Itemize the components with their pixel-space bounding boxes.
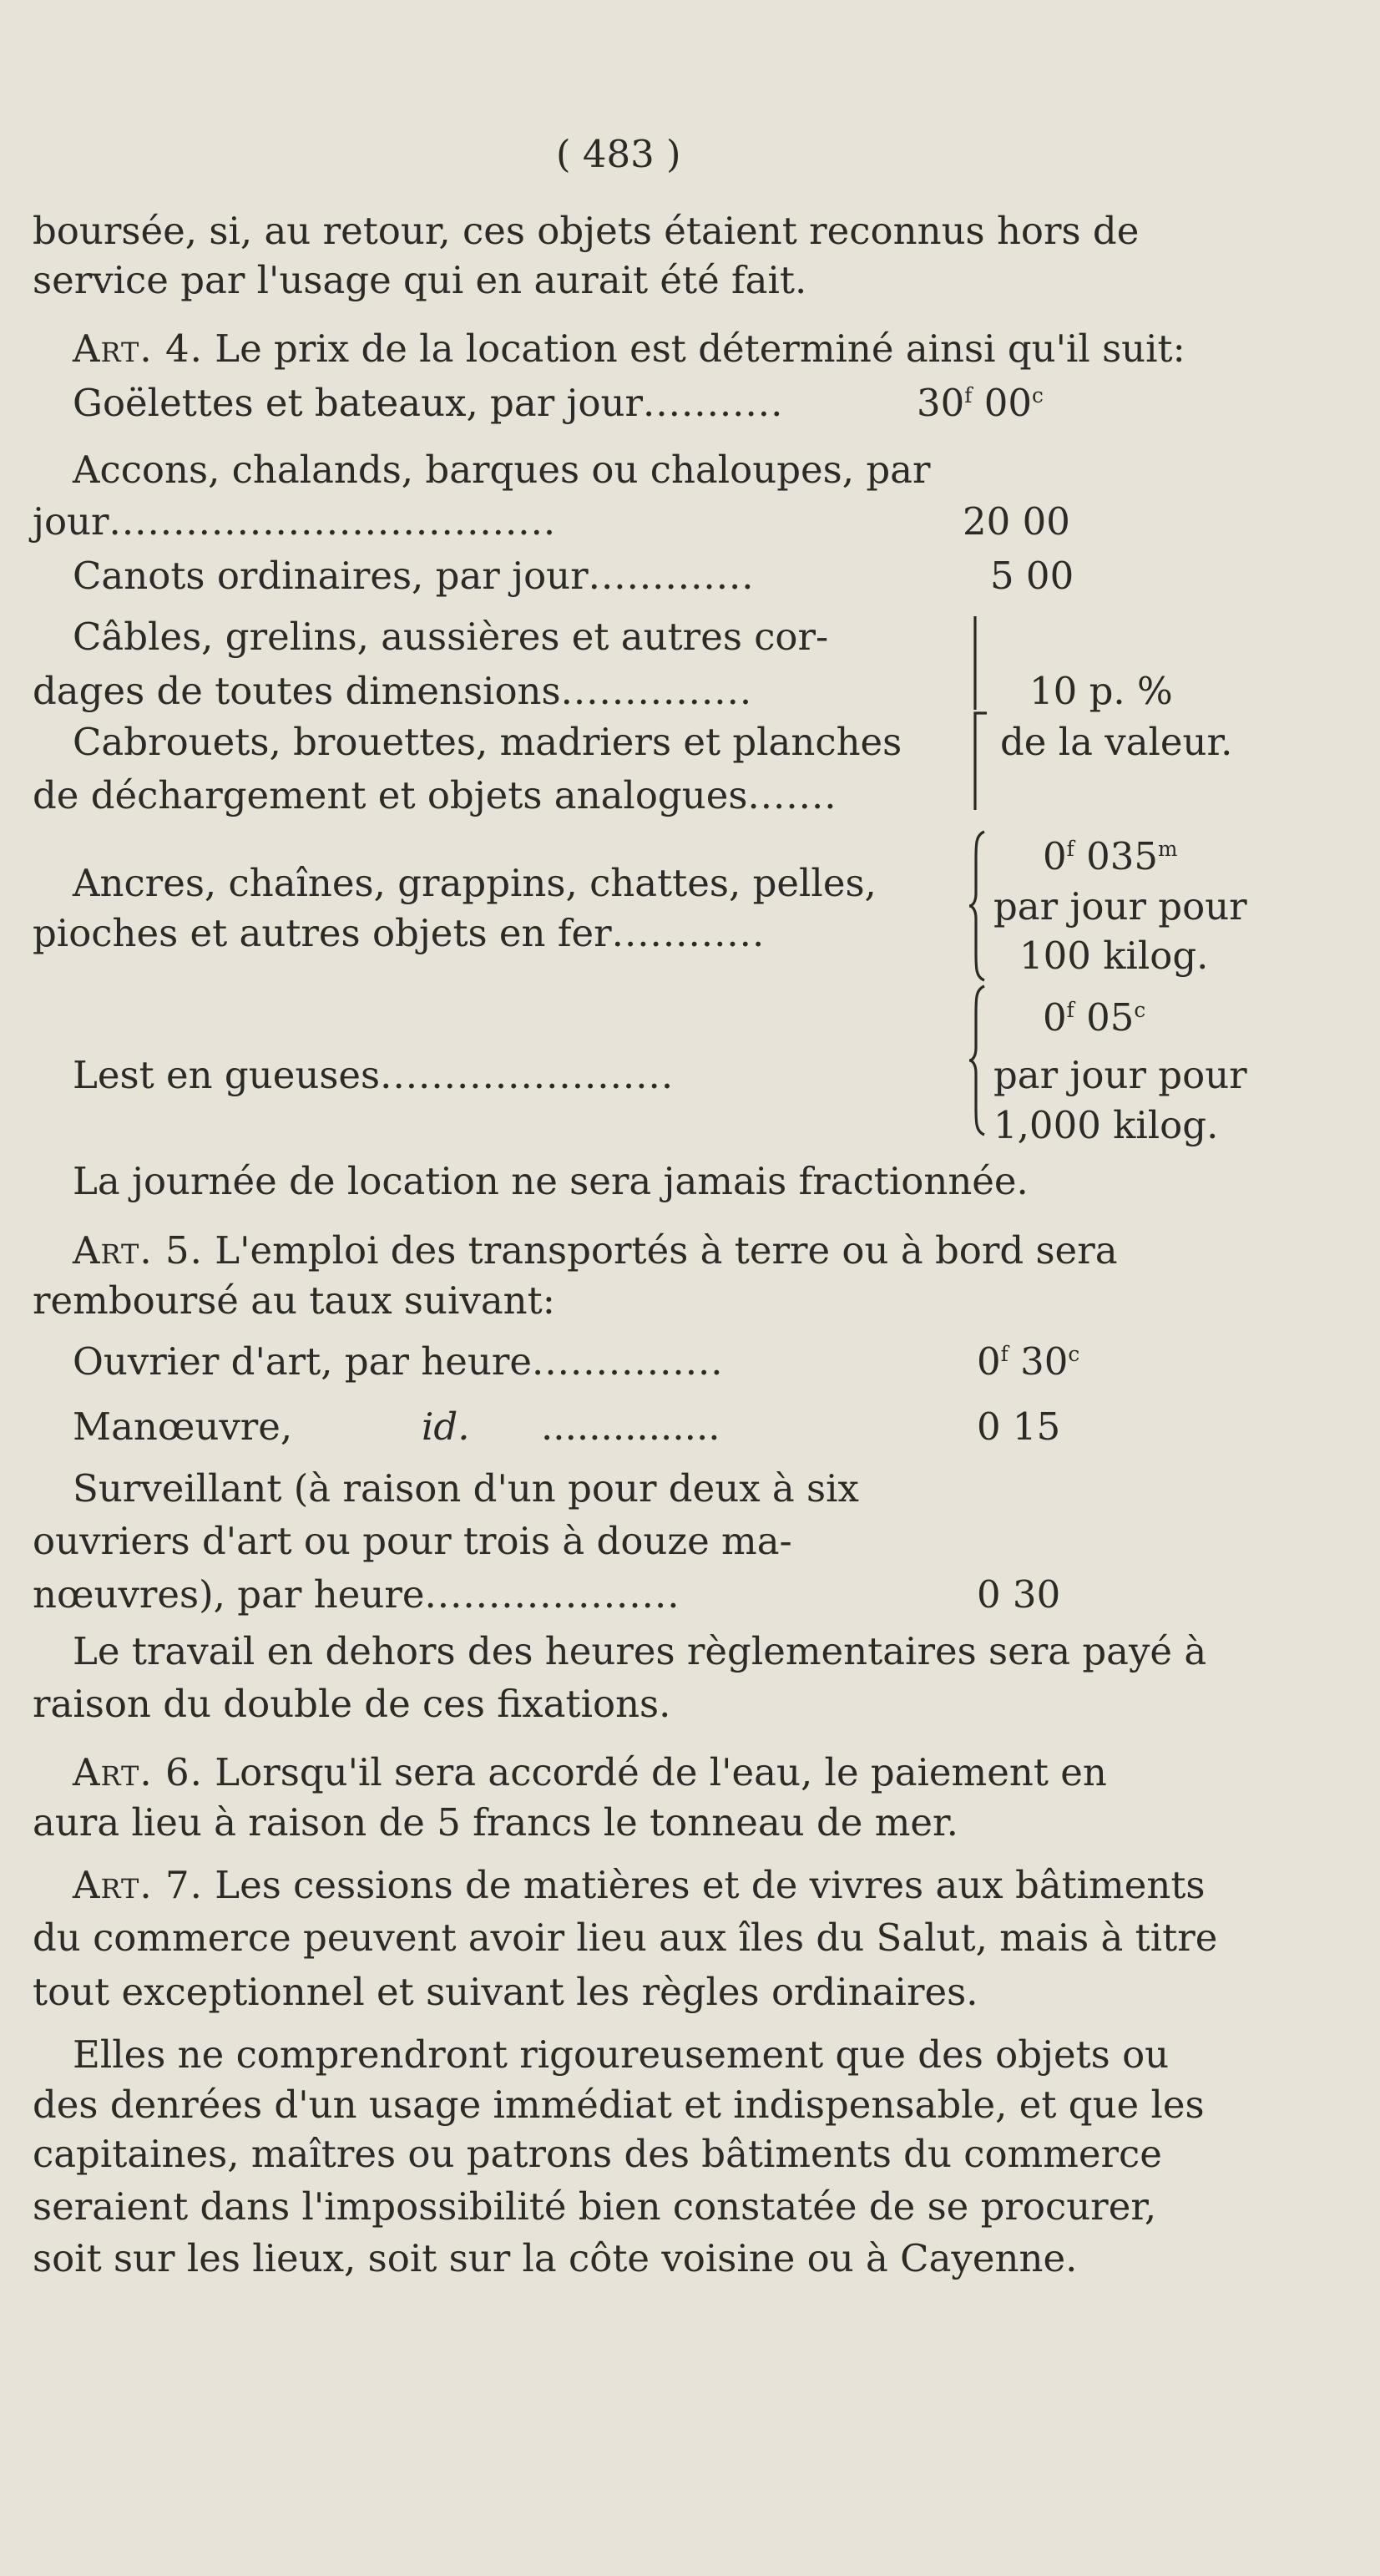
- page-number: ( 483 ): [556, 132, 681, 176]
- brace-right-group10: [968, 610, 993, 818]
- row-canots-price: 5 00: [990, 554, 1074, 598]
- row-accons-label: jour: [33, 499, 109, 544]
- surveillant-dots: ....................: [424, 1572, 680, 1617]
- row-canots-label: Canots ordinaires, par jour: [73, 554, 589, 598]
- franc-unit: f: [964, 383, 973, 407]
- cabrouets-dots: .......: [747, 773, 837, 817]
- art7-line-2: du commerce peuvent avoir lieu aux îles du Salut, mais à titre: [33, 1916, 1218, 1960]
- row-accons-price: 20 00: [963, 499, 1070, 544]
- fer-line-2: [33, 911, 766, 955]
- ouvrier-cent-unit: c: [1068, 1342, 1080, 1366]
- art7-label: Art. 7.: [73, 1863, 203, 1907]
- surveillant-line-3: [33, 1572, 680, 1617]
- cabrouets-line-1: Cabrouets, brouettes, madriers et planches: [73, 720, 902, 764]
- art5-closing-2: raison du double de ces fixations.: [33, 1682, 671, 1726]
- lest-franc-unit: f: [1066, 998, 1074, 1022]
- surveillant-label: nœuvres), par heure: [33, 1572, 425, 1617]
- row-manoeuvre-dots: ...............: [541, 1404, 720, 1449]
- cables-label: dages de toutes dimensions: [33, 669, 561, 713]
- art6-heading: [73, 1750, 1107, 1794]
- ouvrier-francs: 0: [977, 1339, 1001, 1384]
- lest-cents: 05: [1086, 995, 1135, 1040]
- lest-cent-unit: c: [1134, 998, 1146, 1022]
- surveillant-line-2: ouvriers d'art ou pour trois à douze ma-: [33, 1519, 792, 1563]
- fer-price-line-3: 100 kilog.: [1019, 934, 1209, 978]
- surveillant-line-1: Surveillant (à raison d'un pour deux à six: [73, 1466, 859, 1511]
- row-ouvrier: [73, 1339, 724, 1384]
- cent-unit: c: [1032, 383, 1044, 407]
- group10-price-line-2: de la valeur.: [1000, 720, 1233, 764]
- fer-millimes: 035: [1086, 834, 1159, 878]
- art6-line-2: aura lieu à raison de 5 francs le tonneau de mer.: [33, 1800, 958, 1845]
- row-manoeuvre-price: 0 15: [977, 1404, 1061, 1449]
- cables-dots: ...............: [560, 669, 753, 713]
- cables-line-1: Câbles, grelins, aussières et autres cor-: [73, 615, 829, 659]
- ouvrier-cents: 30: [1020, 1339, 1069, 1384]
- row-accons-dots: ...................................: [109, 499, 557, 544]
- cabrouets-label: de déchargement et objets analogues: [33, 773, 748, 817]
- intro-line-1: boursée, si, au retour, ces objets étaient reconnus hors de: [33, 209, 1140, 253]
- lest-line: [73, 1053, 675, 1097]
- group10-price-line-1: 10 p. %: [1029, 669, 1173, 713]
- fer-dots: ............: [611, 911, 766, 955]
- art5-label: Art. 5.: [73, 1228, 203, 1273]
- art5-text: L'emploi des transportés à terre ou à bord sera: [215, 1228, 1118, 1273]
- art4-closing: La journée de location ne sera jamais fractionnée.: [73, 1159, 1029, 1203]
- price-francs: 30: [917, 381, 965, 425]
- art7-text: Les cessions de matières et de vivres aux bâtiments: [215, 1863, 1206, 1907]
- brace-left-fer: [966, 827, 991, 985]
- lest-price-line-1: [1043, 995, 1146, 1040]
- row-manoeuvre: [73, 1404, 293, 1449]
- surveillant-price: 0 30: [977, 1572, 1061, 1617]
- final-line-5: soit sur les lieux, soit sur la côte voisine ou à Cayenne.: [33, 2236, 1078, 2280]
- art5-closing-1: Le travail en dehors des heures règlementaires sera payé à: [73, 1629, 1207, 1673]
- row-goelettes-label: Goëlettes et bateaux, par jour: [73, 381, 644, 425]
- lest-label: Lest en gueuses: [73, 1053, 381, 1097]
- row-goelettes-price: [917, 381, 1044, 425]
- art4-text: Le prix de la location est déterminé ainsi qu'il suit:: [215, 326, 1185, 371]
- art7-heading: [73, 1863, 1206, 1907]
- art4-label: Art. 4.: [73, 326, 203, 371]
- final-line-4: seraient dans l'impossibilité bien constatée de se procurer,: [33, 2184, 1157, 2229]
- final-line-1: Elles ne comprendront rigoureusement que des objets ou: [73, 2032, 1170, 2077]
- row-ouvrier-price: [977, 1339, 1080, 1384]
- fer-label: pioches et autres objets en fer: [33, 911, 612, 955]
- row-manoeuvre-label: Manœuvre,: [73, 1404, 293, 1449]
- fer-milli-unit: m: [1158, 837, 1178, 861]
- brace-left-lest: [966, 981, 991, 1140]
- ouvrier-franc-unit: f: [1000, 1342, 1008, 1366]
- row-canots: [73, 554, 755, 598]
- art4-heading: [73, 326, 1185, 371]
- lest-dots: .......................: [380, 1053, 675, 1097]
- row-canots-dots: .............: [588, 554, 755, 598]
- fer-price-line-2: par jour pour: [993, 884, 1247, 929]
- cables-line-2: [33, 669, 753, 713]
- art5-line-2: remboursé au taux suivant:: [33, 1278, 555, 1323]
- art5-heading: [73, 1228, 1118, 1273]
- lest-francs: 0: [1043, 995, 1067, 1040]
- fer-line-1: Ancres, chaînes, grappins, chattes, pelles,: [73, 861, 877, 905]
- row-accons-line-2: [33, 499, 557, 544]
- row-accons-line-1: Accons, chalands, barques ou chaloupes, par: [73, 448, 931, 492]
- fer-francs: 0: [1043, 834, 1067, 878]
- lest-price-line-3: 1,000 kilog.: [993, 1103, 1219, 1147]
- row-manoeuvre-idem: id.: [422, 1404, 470, 1449]
- art7-line-3: tout exceptionnel et suivant les règles ordinaires.: [33, 1970, 978, 2014]
- row-ouvrier-label: Ouvrier d'art, par heure: [73, 1339, 533, 1384]
- row-goelettes-dots: ...........: [643, 381, 784, 425]
- cabrouets-line-2: [33, 773, 837, 817]
- fer-franc-unit: f: [1066, 837, 1074, 861]
- fer-price-line-1: [1043, 834, 1178, 878]
- art6-text: Lorsqu'il sera accordé de l'eau, le paiement en: [215, 1750, 1107, 1794]
- row-ouvrier-dots: ...............: [532, 1339, 724, 1384]
- final-line-2: des denrées d'un usage immédiat et indispensable, et que les: [33, 2083, 1205, 2127]
- intro-line-2: service par l'usage qui en aurait été fait.: [33, 258, 807, 302]
- art6-label: Art. 6.: [73, 1750, 203, 1794]
- price-cents: 00: [983, 381, 1033, 425]
- lest-price-line-2: par jour pour: [993, 1053, 1247, 1097]
- row-goelettes: [73, 381, 784, 425]
- final-line-3: capitaines, maîtres ou patrons des bâtiments du commerce: [33, 2132, 1162, 2176]
